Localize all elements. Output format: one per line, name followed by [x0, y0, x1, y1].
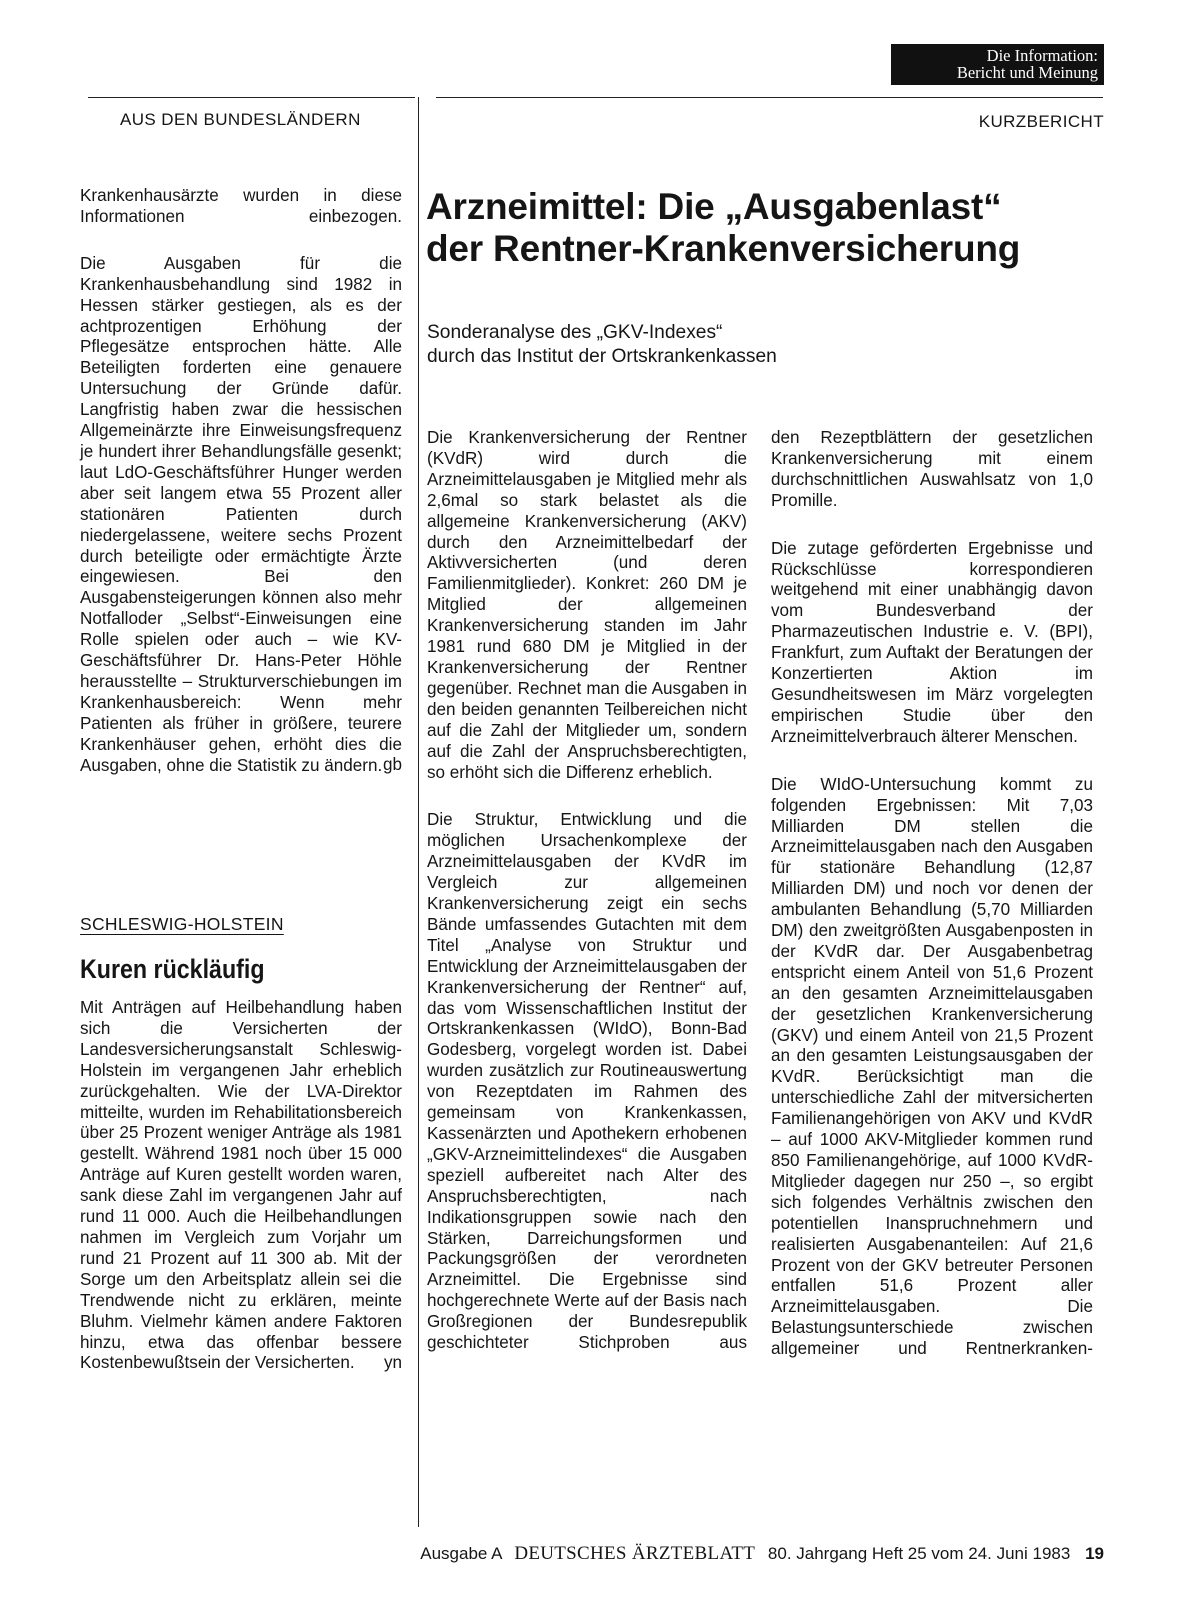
paragraph: Krankenhausärzte wurden in diese Informationen einbezogen. [80, 186, 402, 226]
page-footer [0, 1543, 1104, 1565]
edition-label: Ausgabe A [420, 1544, 502, 1563]
page-number: 19 [1085, 1544, 1104, 1563]
section-title: Kuren rückläufig [80, 954, 265, 984]
kicker-right: KURZBERICHT [978, 112, 1104, 131]
badge-line-1: Die Information: [986, 46, 1098, 65]
paragraph: Die zutage geförderten Ergebnisse und Rückschlüsse korrespondieren weitgehend mit einer unabhängig davon vom Bundesverband der Pharmazeutischen Industrie e. V. (BPI), Frankfurt, zum Auftakt der Beratungen der Konzertierten Aktion im Gesundheitswesen im März vorgelegten empirischen Studie über den Arzneimittelverbrauch älterer Menschen. [771, 538, 1093, 746]
badge-line-2: Bericht und Meinung [956, 63, 1098, 82]
author-signature: yn [383, 1353, 402, 1373]
paragraph: Die Struktur, Entwicklung und die möglichen Ursachenkomplexe der Arzneimittelausgaben der KVdR im Vergleich zur allgemeinen Krankenversicherung zeigt ein sechs Bände umfassendes Gutachten mit dem Titel „Analyse von Struktur und Entwicklung der Arzneimittelausgaben der Krankenversicherung der Rentner“ auf, das vom Wissenschaftlichen Institut der Ortskrankenkassen (WIdO), Bonn-Bad Godesberg, vorgelegt worden ist. Dabei wurden zusätzlich zur Routineauswertung von Rezeptdaten im Rahmen des gemeinsam von Krankenkassen, Kassenärzten und Apothekern erhobenen „GKV-Arzneimittelindexes“ die Ausgaben speziell aufbereitet nach Alter des Anspruchsberechtigten, nach Indikationsgruppen sowie nach den Stärken, Darreichungsformen und Packungsgrößen der verordneten Arzneimittel. Die Ergebnisse sind hochgerechnete Werte auf der Basis nach Großregionen der Bundesrepublik geschichteter Stichproben aus [427, 810, 747, 1353]
article-column-2 [771, 428, 1093, 1381]
header-rule-right [436, 97, 1103, 98]
author-signature: gb [382, 755, 402, 775]
left-column [80, 186, 402, 776]
section-kicker: SCHLESWIG-HOLSTEIN [80, 914, 284, 934]
article-title: Arzneimittel: Die „Ausgabenlast“ der Rentner-Krankenversicherung [426, 186, 1021, 269]
paragraph: Mit Anträgen auf Heilbehandlung haben sich die Versicherten der Landesversicherungsanstalt Schleswig-Holstein im vergangenen Jahr erheblich zurückgehalten. Wie der LVA-Direktor mitteilte, wurden im Rehabilitationsbereich über 25 Prozent weniger Anträge als 1981 gestellt. Während 1981 noch über 15 000 Anträge auf Kuren gestellt worden waren, sank diese Zahl im vergangenen Jahr auf rund 11 000. Auch die Heilbehandlungen nahmen im Vergleich zum Vorjahr um rund 21 Prozent auf 11 300 ab. Mit der Sorge um den Arbeitsplatz allein sei die Trendwende nicht zu erklären, meinte Bluhm. Vielmehr kämen andere Faktoren hinzu, etwa das offenbar bessere Kostenbewußtsein der Versicherten. [80, 998, 402, 1373]
section-badge [891, 44, 1104, 85]
paragraph: Die Krankenversicherung der Rentner (KVdR) wird durch die Arzneimittelausgaben je Mitglied mehr als 2,6mal so stark belastet als die allgemeine Krankenversicherung (AKV) durch den Arzneimittelbedarf der Aktivversicherten (und deren Familienmitglieder). Konkret: 260 DM je Mitglied der allgemeinen Krankenversicherung standen im Jahr 1981 rund 680 DM je Mitglied in der Krankenversicherung der Rentner gegenüber. Rechnet man die Ausgaben in den beiden genannten Teilbereichen nicht auf die Zahl der Mitglieder um, sondern auf die Zahl der Anspruchsberechtigten, so erhöht sich die Differenz erheblich. [427, 428, 747, 782]
column-divider [418, 97, 419, 1527]
paragraph: den Rezeptblättern der gesetzlichen Krankenversicherung mit einem durchschnittlichen Auswahlsatz von 1,0 Promille. [771, 428, 1093, 510]
header-rule-left [88, 97, 415, 98]
article-subtitle: Sonderanalyse des „GKV-Indexes“ durch das Institut der Ortskrankenkassen [427, 322, 777, 367]
article-column-1 [427, 428, 747, 1375]
paragraph: Die WIdO-Untersuchung kommt zu folgenden Ergebnissen: Mit 7,03 Milliarden DM stellen die Arzneimittelausgaben nach den Ausgaben für stationäre Behandlung (12,87 Milliarden DM) und noch vor denen der ambulanten Behandlung (5,70 Milliarden DM) den zweitgrößten Ausgabenposten in der KVdR dar. Der Ausgabenbetrag entspricht einem Anteil von 51,6 Prozent an den gesamten Arzneimittelausgaben der gesetzlichen Krankenversicherung (GKV) und einem Anteil von 21,5 Prozent an den gesamten Leistungsausgaben der KVdR. Berücksichtigt man die unterschiedliche Zahl der mitversicherten Familienangehörigen von AKV und KVdR – auf 1000 AKV-Mitglieder kommen rund 850 Familienangehörige, auf 1000 KVdR-Mitglieder dagegen nur 250 –, so ergibt sich folgendes Verhältnis zwischen den potentiellen Inanspruchnehmern und realisierten Ausgabenanteilen: Auf 21,6 Prozent von der GKV betreuter Personen entfallen 51,6 Prozent aller Arzneimittelausgaben. Die Belastungsunterschiede zwischen allgemeiner und Rentnerkranken- [771, 774, 1093, 1359]
left-column-section [80, 998, 402, 1374]
kicker-left: AUS DEN BUNDESLÄNDERN [120, 110, 361, 129]
journal-name: DEUTSCHES ÄRZTEBLATT [514, 1543, 756, 1564]
issue-info: 80. Jahrgang Heft 25 vom 24. Juni 1983 [767, 1544, 1071, 1563]
paragraph: Die Ausgaben für die Krankenhausbehandlung sind 1982 in Hessen stärker gestiegen, als es der achtprozentigen Erhöhung der Pflegesätze entsprochen hätte. Alle Beteiligten forderten eine genauere Untersuchung der Gründe dafür. Langfristig haben zwar die hessischen Allgemeinärzte ihre Einweisungsfrequenz je hundert ihrer Behandlungsfälle gesenkt; laut LdO-Geschäftsführer Hunger werden aber seit langem etwa 55 Prozent aller stationären Patienten durch niedergelassene, weitere sechs Prozent durch beteiligte oder ermächtigte Ärzte eingewiesen. Bei den Ausgabensteigerungen können also mehr Notfalloder „Selbst“-Einweisungen eine Rolle spielen oder auch – wie KV-Geschäftsführer Dr. Hans-Peter Höhle herausstellte – Strukturverschiebungen im Krankenhausbereich: Wenn mehr Patienten als früher in größere, teurere Krankenhäuser gehen, erhöht dies die Ausgaben, ohne die Statistik zu ändern. [80, 253, 402, 775]
